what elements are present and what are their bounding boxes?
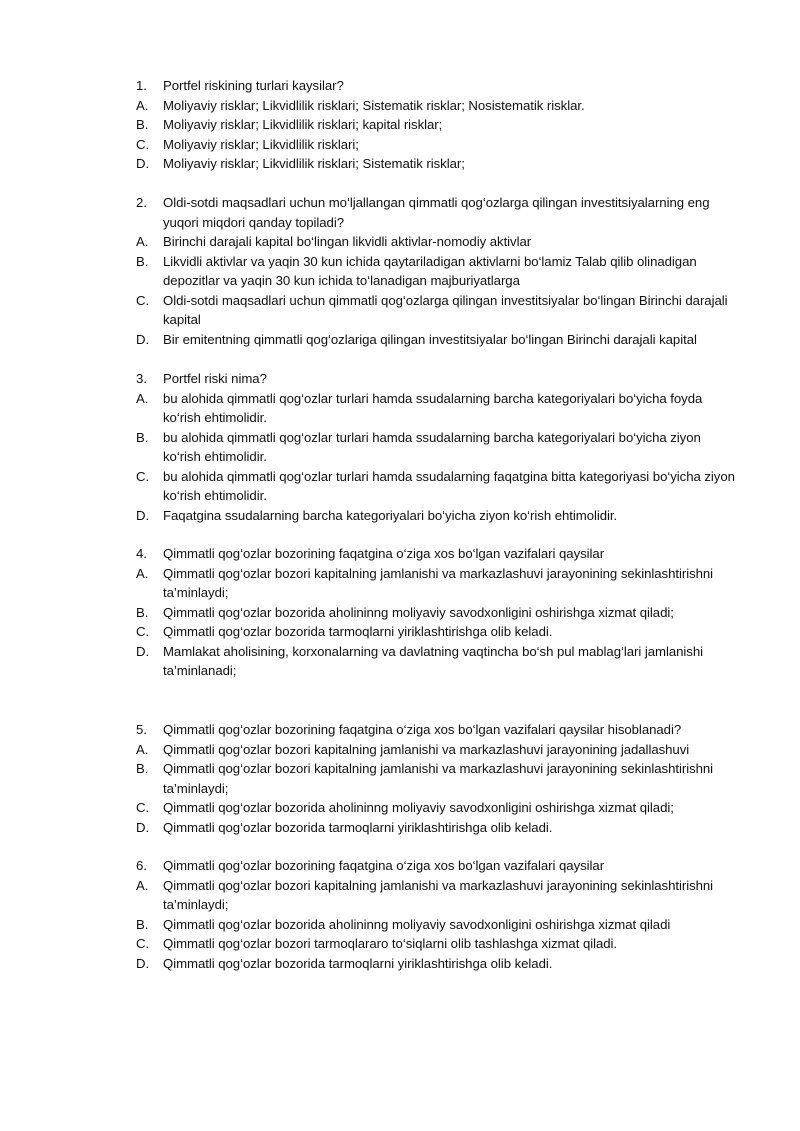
option-b bbox=[136, 915, 756, 935]
option-text: Qimmatli qog‘ozlar bozori kapitalning jamlanishi va markazlashuvi jarayonining jadallashuvi bbox=[163, 741, 690, 757]
question-line bbox=[136, 369, 756, 389]
question-line bbox=[136, 76, 756, 96]
option-d bbox=[136, 154, 756, 174]
option-text: Mamlakat aholisining, korxonalarning va davlatning vaqtincha bo‘sh pul mablag‘lari jamlanishi ta’minlanadi; bbox=[163, 643, 704, 678]
option-letter: C. bbox=[136, 624, 150, 639]
option-letter: C. bbox=[136, 468, 150, 484]
option-a bbox=[136, 232, 756, 252]
option-text: Oldi-sotdi maqsadlari uchun qimmatli qog‘ozlarga qilingan investitsiyalar bo‘lingan Birinchi darajali kapital bbox=[163, 292, 728, 327]
option-text: bu alohida qimmatli qog‘ozlar turlari hamda ssudalarning barcha kategoriyalari bo‘yicha foyda ko‘rish ehtimolidir. bbox=[163, 390, 703, 425]
option-letter: B. bbox=[136, 253, 149, 269]
option-a bbox=[136, 564, 756, 603]
option-text: Qimmatli qog‘ozlar bozorida tarmoqlarni yiriklashtirishga olib keladi. bbox=[163, 955, 553, 971]
option-text: Likvidli aktivlar va yaqin 30 kun ichida qaytariladigan aktivlarni bo‘lamiz Talab qilib olinadigan depozitlar va yaqin 30 kun ichida to‘lanadigan majburiyatlarga bbox=[163, 253, 697, 288]
option-letter: D. bbox=[136, 507, 150, 523]
question-text: Portfel riskining turlari kaysilar? bbox=[163, 78, 344, 93]
option-text: bu alohida qimmatli qog‘ozlar turlari hamda ssudalarning barcha kategoriyalari bo‘yicha ziyon ko‘rish ehtimolidir. bbox=[163, 429, 701, 464]
option-letter: A. bbox=[136, 741, 149, 757]
option-text: Qimmatli qog‘ozlar bozorida aholininng moliyaviy savodxonligini oshirishga xizmat qiladi; bbox=[163, 800, 674, 815]
question-block bbox=[136, 369, 756, 525]
question-block bbox=[136, 76, 756, 174]
option-text: Qimmatli qog‘ozlar bozorida tarmoqlarni yiriklashtirishga olib keladi. bbox=[163, 624, 553, 639]
option-text: Moliyaviy risklar; Likvidlilik risklari; bbox=[163, 136, 359, 152]
option-text: Moliyaviy risklar; Likvidlilik risklari; Sistematik risklar; Nosistematik risklar. bbox=[163, 97, 585, 113]
question-number: 3. bbox=[136, 371, 147, 386]
option-c bbox=[136, 291, 756, 330]
option-text: Moliyaviy risklar; Likvidlilik risklari; kapital risklar; bbox=[163, 117, 443, 132]
question-block bbox=[136, 544, 756, 681]
option-letter: C. bbox=[136, 136, 150, 152]
option-c bbox=[136, 135, 756, 155]
option-text: Faqatgina ssudalarning barcha kategoriyalari bo‘yicha ziyon ko‘rish ehtimolidir. bbox=[163, 507, 618, 523]
option-letter: A. bbox=[136, 97, 149, 113]
question-text: Qimmatli qog‘ozlar bozorining faqatgina o‘ziga xos bo‘lgan vazifalari qaysilar bbox=[163, 858, 605, 873]
option-text: Birinchi darajali kapital bo‘lingan likvidli aktivlar-nomodiy aktivlar bbox=[163, 234, 532, 249]
option-b bbox=[136, 428, 756, 467]
question-number: 6. bbox=[136, 858, 147, 873]
question-number: 5. bbox=[136, 722, 147, 737]
option-c bbox=[136, 798, 756, 818]
option-letter: A. bbox=[136, 565, 149, 581]
option-letter: D. bbox=[136, 955, 150, 971]
option-c bbox=[136, 622, 756, 642]
option-letter: B. bbox=[136, 604, 149, 620]
option-text: Qimmatli qog‘ozlar bozori tarmoqlararo to‘siqlarni olib tashlashga xizmat qiladi. bbox=[163, 936, 618, 951]
option-letter: B. bbox=[136, 429, 149, 445]
option-letter: C. bbox=[136, 936, 150, 951]
question-line bbox=[136, 856, 756, 876]
option-letter: B. bbox=[136, 761, 149, 776]
question-number: 4. bbox=[136, 546, 147, 561]
option-text: Qimmatli qog‘ozlar bozorida tarmoqlarni yiriklashtirishga olib keladi. bbox=[163, 819, 553, 835]
question-line bbox=[136, 720, 756, 740]
option-b bbox=[136, 603, 756, 623]
option-text: Qimmatli qog‘ozlar bozori kapitalning jamlanishi va markazlashuvi jarayonining sekinlashtirishni ta’minlaydi; bbox=[163, 761, 714, 796]
question-block bbox=[136, 856, 756, 973]
option-letter: D. bbox=[136, 156, 150, 171]
option-d bbox=[136, 330, 756, 350]
option-b bbox=[136, 759, 756, 798]
option-letter: C. bbox=[136, 800, 150, 815]
option-text: Qimmatli qog‘ozlar bozori kapitalning jamlanishi va markazlashuvi jarayonining sekinlashtirishni ta’minlaydi; bbox=[163, 565, 714, 600]
option-text: Qimmatli qog‘ozlar bozorida aholininng moliyaviy savodxonligini oshirishga xizmat qiladi; bbox=[163, 604, 674, 620]
option-text: Moliyaviy risklar; Likvidlilik risklari; Sistematik risklar; bbox=[163, 156, 465, 171]
option-b bbox=[136, 115, 756, 135]
option-text: Qimmatli qog‘ozlar bozori kapitalning jamlanishi va markazlashuvi jarayonining sekinlashtirishni ta’minlaydi; bbox=[163, 877, 714, 912]
question-line bbox=[136, 193, 756, 232]
option-text: Qimmatli qog‘ozlar bozorida aholininng moliyaviy savodxonligini oshirishga xizmat qiladi bbox=[163, 916, 671, 932]
option-d bbox=[136, 506, 756, 526]
option-letter: D. bbox=[136, 331, 150, 347]
question-text: Qimmatli qog‘ozlar bozorining faqatgina o‘ziga xos bo‘lgan vazifalari qaysilar bbox=[163, 546, 605, 561]
option-letter: D. bbox=[136, 819, 150, 835]
option-letter: A. bbox=[136, 390, 149, 406]
option-text: Bir emitentning qimmatli qog‘ozlariga qilingan investitsiyalar bo‘lingan Birinchi darajali kapital bbox=[163, 331, 697, 347]
option-d bbox=[136, 954, 756, 974]
question-text: Portfel riski nima? bbox=[163, 371, 267, 386]
option-d bbox=[136, 818, 756, 838]
option-c bbox=[136, 467, 756, 506]
option-text: bu alohida qimmatli qog‘ozlar turlari hamda ssudalarning faqatgina bitta kategoriyasi bo‘yicha ziyon ko‘rish ehtimolidir. bbox=[163, 468, 735, 503]
option-letter: A. bbox=[136, 877, 149, 893]
option-a bbox=[136, 876, 756, 915]
option-c bbox=[136, 934, 756, 954]
question-number: 2. bbox=[136, 195, 147, 210]
question-text: Qimmatli qog‘ozlar bozorining faqatgina o‘ziga xos bo‘lgan vazifalari qaysilar hisoblanadi? bbox=[163, 722, 682, 737]
option-letter: B. bbox=[136, 117, 149, 132]
option-d bbox=[136, 642, 756, 681]
option-letter: D. bbox=[136, 643, 150, 659]
question-block bbox=[136, 193, 756, 349]
question-number: 1. bbox=[136, 78, 147, 93]
option-letter: A. bbox=[136, 234, 149, 249]
question-block bbox=[136, 720, 756, 837]
option-a bbox=[136, 96, 756, 116]
option-letter: C. bbox=[136, 292, 150, 308]
option-b bbox=[136, 252, 756, 291]
question-line bbox=[136, 544, 756, 564]
option-letter: B. bbox=[136, 916, 149, 932]
option-a bbox=[136, 740, 756, 760]
question-text: Oldi-sotdi maqsadlari uchun mo‘ljallangan qimmatli qog‘ozlarga qilingan investitsiyalarning eng yuqori miqdori qanday topiladi? bbox=[163, 195, 710, 230]
option-a bbox=[136, 389, 756, 428]
